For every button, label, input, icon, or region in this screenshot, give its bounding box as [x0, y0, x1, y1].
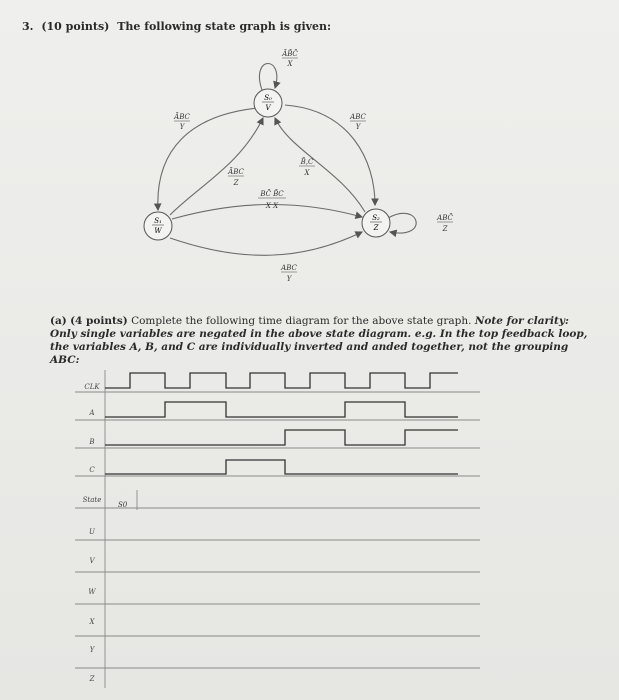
- signal-label-c: C: [89, 466, 95, 474]
- svg-text:S₁: S₁: [154, 217, 162, 225]
- signal-label-w: W: [88, 588, 96, 596]
- initial-state-value: S0: [118, 501, 128, 509]
- label-s2-self-cond: ABC̄: [437, 214, 453, 222]
- label-s0-self-out: X: [287, 60, 293, 68]
- question-prompt: The following state graph is given:: [117, 20, 332, 33]
- signal-label-u: U: [89, 528, 95, 536]
- svg-text:S₀: S₀: [264, 94, 272, 102]
- signal-label-y: Y: [89, 646, 95, 654]
- label-s1-s0-out: Z: [233, 179, 239, 187]
- signal-label-clk: CLK: [84, 383, 100, 391]
- label-s0-s2-cond: ABC: [350, 113, 366, 121]
- signal-label-v: V: [89, 557, 95, 565]
- label-s0-s2-out: Y: [355, 123, 361, 131]
- label-s0-s1-cond: ĀBC: [174, 113, 190, 121]
- label-s1-s2-bottom-cond: ABC: [281, 264, 297, 272]
- label-s2-self-out: Z: [442, 225, 448, 233]
- c-waveform: [105, 460, 458, 474]
- question-number: 3.: [22, 20, 34, 33]
- label-s1-s2-mid-cond: BC̄ B̄C: [260, 190, 284, 198]
- signal-label-b: B: [89, 438, 95, 446]
- a-waveform: [105, 402, 458, 417]
- label-s0-self-cond: ĀB̄C̄: [282, 50, 298, 58]
- label-s1-s2-mid-out: X X: [265, 202, 279, 210]
- svg-text:Z: Z: [373, 224, 379, 232]
- svg-text:W: W: [154, 227, 162, 235]
- svg-text:V: V: [265, 104, 271, 112]
- label-s2-s0-cond: B̄,C: [300, 158, 314, 166]
- label-s2-s0-out: X: [304, 169, 310, 177]
- part-a-instruction: Complete the following time diagram for the above state graph.: [131, 315, 472, 327]
- part-a-label: (a): [50, 315, 67, 327]
- part-a-points: (4 points): [70, 315, 128, 327]
- signal-label-a: A: [89, 409, 95, 417]
- signal-label-z: Z: [89, 675, 95, 683]
- label-s0-s1-out: Y: [179, 123, 185, 131]
- svg-text:S₂: S₂: [372, 214, 380, 222]
- signal-label-x: X: [89, 618, 95, 626]
- signal-label-state: State: [82, 496, 102, 504]
- b-waveform: [105, 430, 458, 445]
- clk-waveform: [105, 373, 458, 388]
- label-s1-s2-bottom-out: Y: [286, 275, 292, 283]
- label-s1-s0-cond: ĀBC: [228, 168, 244, 176]
- question-points: (10 points): [41, 20, 110, 33]
- part-a-note: Note for clarity: Only single variables are negated in the above state diagram. e.g. In the top feedback loop, the variables A, B, and C are individually inverted and anded together, not the grouping ABC:: [50, 315, 588, 366]
